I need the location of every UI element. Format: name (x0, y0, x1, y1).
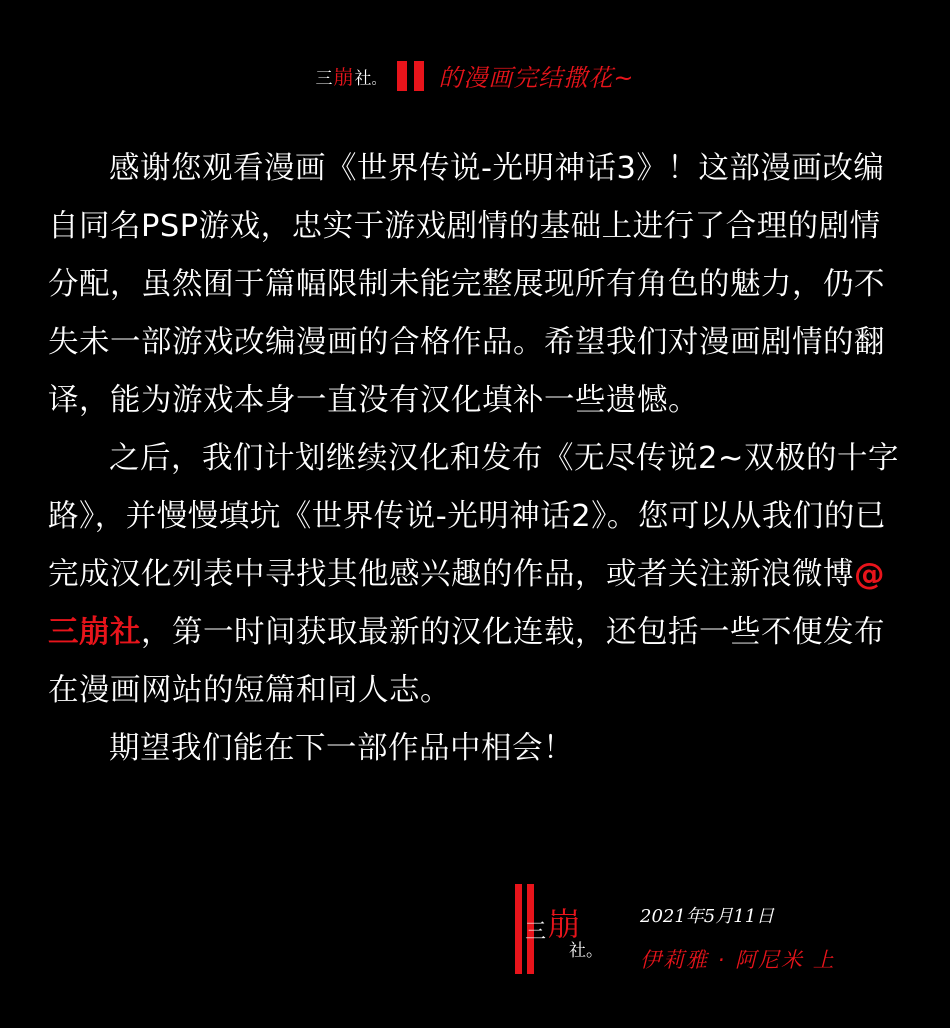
plans-text: 之后，我们计划继续汉化和发布《无尽传说2~双极的十字路》，并慢慢填坑《世界传说-光明神话2》。您可以从我们的已完成汉化列表中寻找其他感兴趣的作品，或者关注新浪微博 (48, 441, 899, 592)
header-title: 的漫画完结撒花~ (438, 64, 635, 92)
paragraph-thanks: 感谢您观看漫画《世界传说-光明神话3》！这部漫画改编自同名PSP游戏，忠实于游戏剧情的基础上进行了合理的剧情分配，虽然囿于篇幅限制未能完整展现所有角色的魅力，仍不失未一部游戏改编漫画的合格作品。希望我们对漫画剧情的翻译，能为游戏本身一直没有汉化填补一些遗憾。 (48, 151, 885, 418)
logo-dot: 。 (371, 72, 386, 88)
red-bar (397, 61, 407, 91)
plans-text-end: ，第一时间获取最新的汉化连载，还包括一些不便发布在漫画网站的短篇和同人志。 (48, 615, 885, 708)
logo-she: 社 (354, 69, 372, 89)
paragraph-farewell: 期望我们能在下一部作品中相会！ (109, 731, 574, 766)
logo-san: 三 (315, 69, 333, 89)
header-logo (315, 61, 385, 90)
weibo-link[interactable]: @三崩社 (48, 557, 885, 650)
seal-san: 三 (525, 919, 546, 943)
seal-beng: 崩 (548, 905, 581, 943)
group-seal-logo (515, 884, 605, 974)
red-bars-icon (397, 61, 424, 91)
header (0, 58, 950, 93)
date: 2021年5月11日 (640, 906, 775, 927)
paragraph-plans (48, 430, 908, 720)
seal-bar (515, 884, 522, 974)
red-bar (414, 61, 424, 91)
seal-she: 社。 (569, 941, 603, 961)
message-body (48, 140, 908, 778)
logo-beng: 崩 (333, 65, 354, 89)
signature: 伊莉雅 · 阿尼米 上 (640, 948, 836, 972)
